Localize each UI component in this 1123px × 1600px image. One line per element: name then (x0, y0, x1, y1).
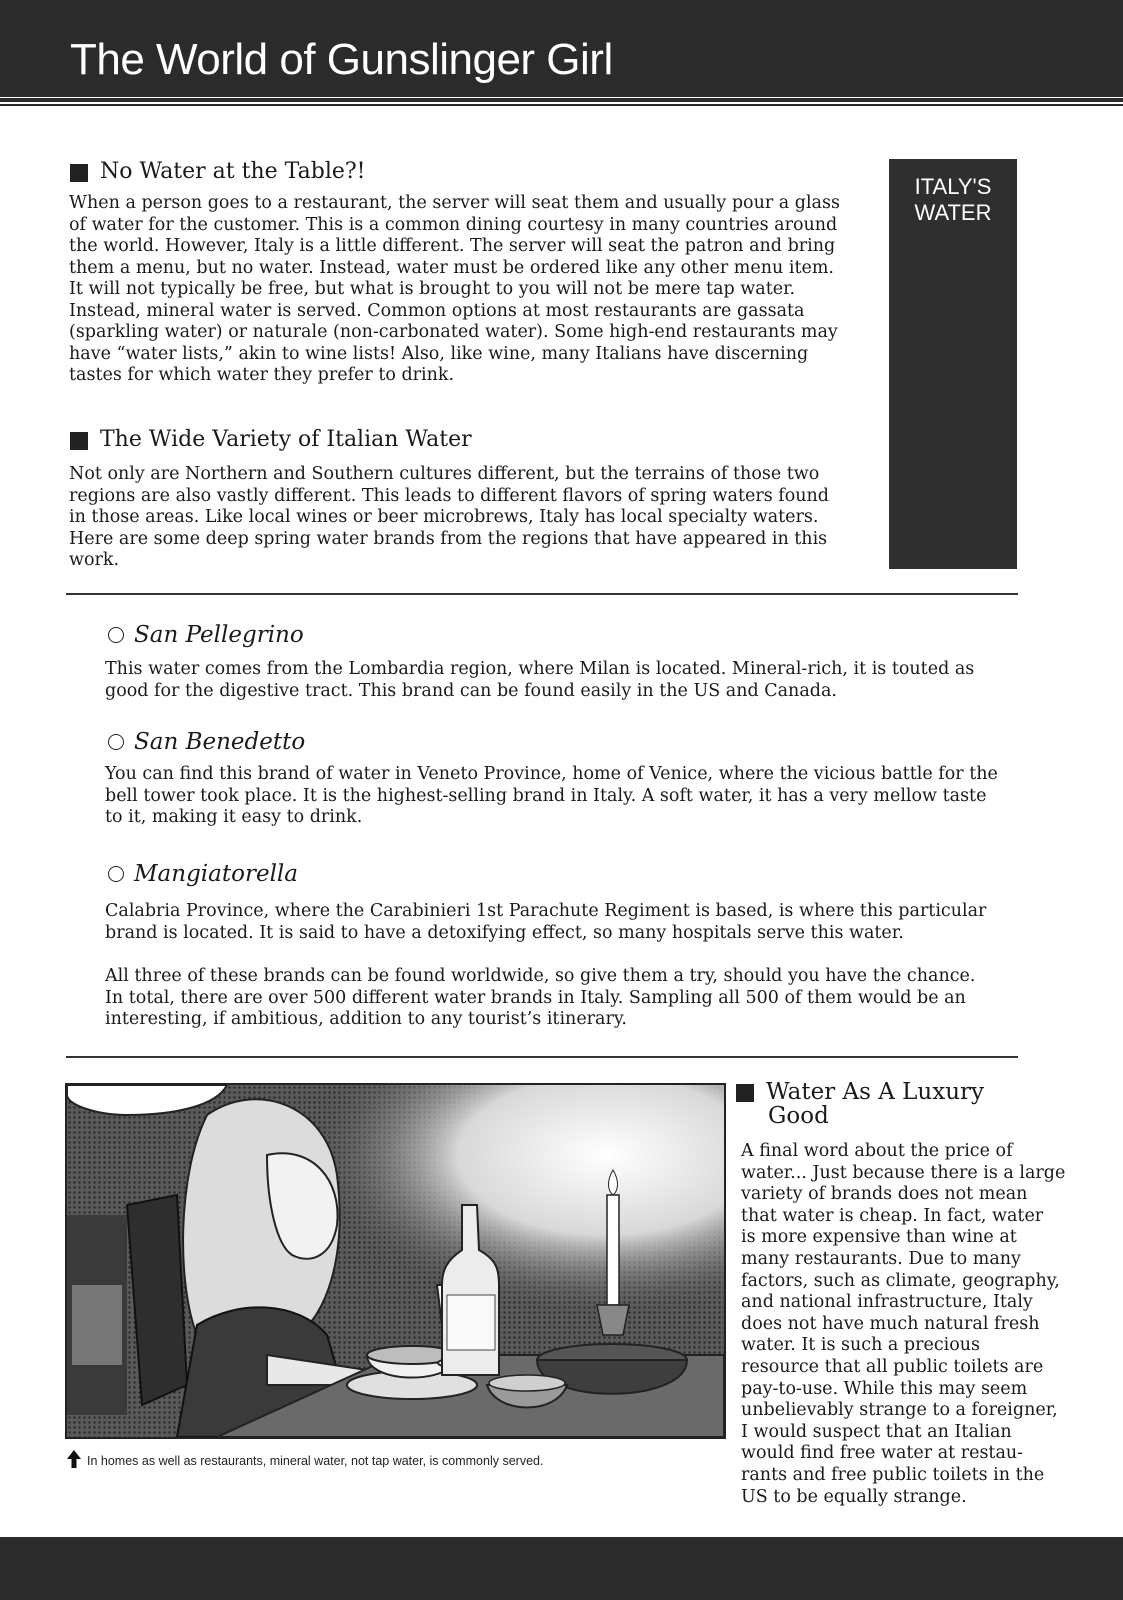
text-line: them a menu, but no water. Instead, water must be ordered like any other menu item. (69, 257, 834, 278)
text-line: regions are also vastly different. This leads to different flavors of spring waters found (69, 485, 830, 506)
page-title: The World of Gunslinger Girl (70, 35, 613, 84)
text-line: You can find this brand of water in Veneto Province, home of Venice, where the vicious battle for the (105, 764, 998, 784)
caption-text: In homes as well as restaurants, mineral water, not tap water, is commonly served. (87, 1453, 544, 1468)
text-line: work. (69, 550, 120, 570)
text-line: brand is located. It is said to have a detoxifying effect, so many hospitals serve this water. (105, 922, 904, 943)
text-line: I would suspect that an Italian (741, 1421, 1012, 1442)
paragraph-san-benedetto (105, 764, 1035, 829)
text-line: in those areas. Like local wines or beer microbrews, Italy has local specialty waters. (69, 507, 819, 527)
header-rule (0, 98, 1123, 102)
text-line: It will not typically be free, but what is brought to you will not be mere tap water. (69, 279, 796, 299)
brand-heading-mangiatorella (108, 861, 298, 887)
text-line: water. It is such a precious (741, 1335, 981, 1356)
paragraph-no-water (69, 193, 889, 387)
header-rule-thin (0, 104, 1123, 106)
text-line: Instead, mineral water is served. Common options at most restaurants are gassata (69, 300, 805, 321)
paragraph-luxury (741, 1141, 1066, 1508)
heading-luxury (736, 1080, 1036, 1128)
paragraph-mangiatorella (105, 901, 1035, 944)
text-line: the world. However, Italy is a little different. The server will seat the patron and bring (69, 236, 836, 256)
heading-no-water (70, 160, 366, 184)
illustration-art (67, 1085, 724, 1437)
text-line: many restaurants. Due to many (741, 1248, 1021, 1269)
text-line: have “water lists,” akin to wine lists! Also, like wine, many Italians have discerning (69, 343, 809, 364)
up-arrow-icon (67, 1450, 81, 1471)
text-line: This water comes from the Lombardia region, where Milan is located. Mineral-rich, it is touted as (105, 659, 975, 679)
manga-illustration (65, 1083, 726, 1439)
heading-variety (70, 428, 472, 452)
text-line: US to be equally strange. (741, 1486, 967, 1507)
text-line: is more expensive than wine at (741, 1227, 1017, 1248)
footer-band (0, 1537, 1123, 1600)
text-line: All three of these brands can be found worldwide, so give them a try, should you have the chance. (105, 966, 976, 986)
divider (66, 1056, 1018, 1058)
text-line: bell tower took place. It is the highest-selling brand in Italy. A soft water, it has a very mellow taste (105, 785, 987, 806)
text-line: Here are some deep spring water brands from the regions that have appeared in this (69, 528, 828, 549)
header-band (0, 0, 1123, 97)
text-line: Calabria Province, where the Carabinieri 1st Parachute Regiment is based, is where this particular (105, 901, 987, 921)
heading-variety-text: The Wide Variety of Italian Water (100, 427, 472, 452)
text-line: and national infrastructure, Italy (741, 1292, 1033, 1313)
brand-heading-san-benedetto (108, 729, 305, 755)
section-tab (889, 159, 1017, 569)
section-tab-line1: ITALY'S (914, 174, 992, 199)
text-line: Not only are Northern and Southern cultures different, but the terrains of those two (69, 464, 820, 484)
square-bullet-icon (736, 1084, 754, 1102)
circle-bullet-icon (108, 627, 124, 643)
paragraph-closing (105, 966, 1035, 1031)
divider (66, 593, 1018, 595)
circle-bullet-icon (108, 734, 124, 750)
brand-name: San Pellegrino (134, 622, 304, 648)
circle-bullet-icon (108, 866, 124, 882)
text-line: In total, there are over 500 different water brands in Italy. Sampling all 500 of them would be an (105, 987, 966, 1008)
text-line: A final word about the price of (741, 1141, 1013, 1161)
square-bullet-icon (70, 432, 88, 450)
brand-name: San Benedetto (134, 729, 306, 755)
text-line: does not have much natural fresh (741, 1313, 1040, 1334)
brand-name: Mangiatorella (134, 861, 298, 887)
text-line: water... Just because there is a large (741, 1162, 1066, 1183)
square-bullet-icon (70, 164, 88, 182)
text-line: factors, such as climate, geography, (741, 1270, 1060, 1291)
text-line: variety of brands does not mean (741, 1184, 1028, 1205)
text-line: resource that all public toilets are (741, 1356, 1044, 1377)
text-line: pay-to-use. While this may seem (741, 1378, 1028, 1399)
heading-luxury-text (766, 1080, 984, 1128)
heading-luxury-line2: Good (768, 1103, 829, 1129)
text-line: rants and free public toilets in the (741, 1464, 1045, 1485)
text-line: tastes for which water they prefer to drink. (69, 365, 455, 385)
text-line: would find free water at restau- (741, 1443, 1024, 1464)
text-line: of water for the customer. This is a common dining courtesy in many countries around (69, 214, 838, 235)
text-line: to it, making it easy to drink. (105, 807, 363, 827)
heading-luxury-line1: Water As A Luxury (766, 1079, 985, 1105)
heading-no-water-text: No Water at the Table?! (100, 159, 366, 184)
section-tab-line2: WATER (914, 200, 992, 225)
text-line: good for the digestive tract. This brand can be found easily in the US and Canada. (105, 680, 837, 701)
illustration-caption (67, 1450, 543, 1471)
paragraph-variety (69, 464, 889, 572)
text-line: (sparkling water) or naturale (non-carbonated water). Some high-end restaurants may (69, 322, 838, 342)
brand-heading-san-pellegrino (108, 622, 304, 648)
text-line: unbelievably strange to a foreigner, (741, 1400, 1058, 1421)
text-line: interesting, if ambitious, addition to any tourist’s itinerary. (105, 1009, 627, 1029)
text-line: that water is cheap. In fact, water (741, 1205, 1044, 1226)
text-line: When a person goes to a restaurant, the server will seat them and usually pour a glass (69, 193, 840, 213)
paragraph-san-pellegrino (105, 659, 1035, 702)
